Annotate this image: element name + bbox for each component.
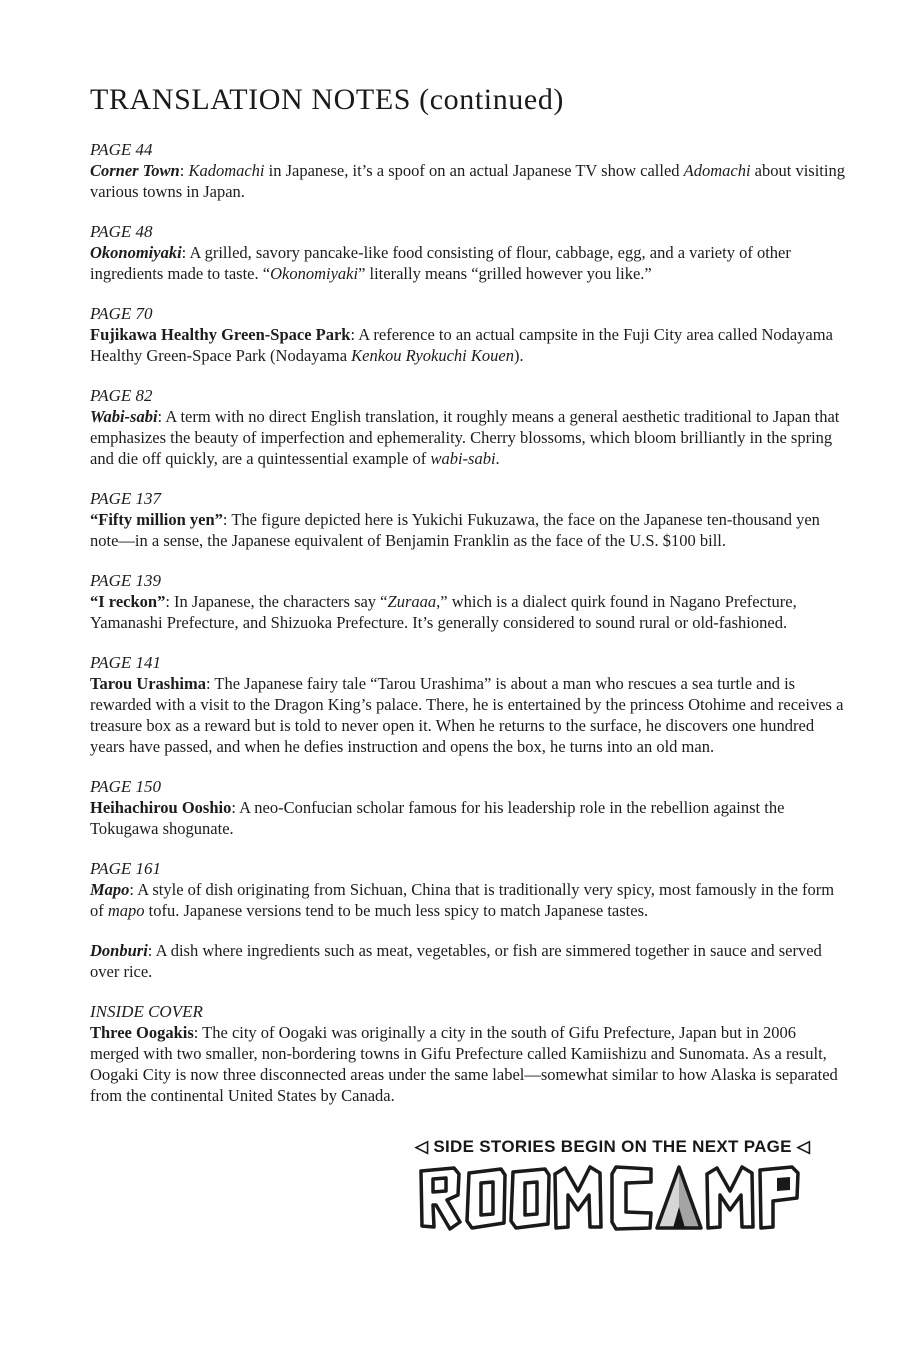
page-title: TRANSLATION NOTES (continued) — [90, 83, 565, 116]
note-body — [90, 940, 849, 982]
logo-letter-m1 — [555, 1167, 601, 1228]
note-body — [90, 509, 849, 551]
note-text-segment: Tarou Urashima — [90, 673, 206, 693]
note-body — [90, 160, 849, 202]
logo-letter-c — [612, 1167, 651, 1229]
note-text-segment: . — [495, 448, 500, 468]
note-text-segment: : In Japanese, the characters say “ — [165, 591, 388, 611]
note-body — [90, 673, 849, 757]
note-text-segment: about visiting various towns in Japan. — [90, 160, 845, 201]
translation-note — [90, 1001, 849, 1106]
translation-note — [90, 488, 849, 551]
note-text-segment: Kenkou Ryokuchi Kouen — [351, 345, 514, 365]
note-text-segment: ” literally means “grilled however you like.” — [358, 263, 652, 283]
translation-note — [90, 385, 849, 469]
note-page-heading: PAGE 139 — [90, 570, 161, 590]
translation-note — [90, 221, 849, 284]
note-body — [90, 242, 849, 284]
note-body — [90, 591, 849, 633]
note-text-segment: “I reckon” — [90, 591, 166, 611]
translation-note — [90, 776, 849, 839]
note-text-segment: : A dish where ingredients such as meat, vegetables, or fish are simmered together in sauce and served over rice. — [90, 940, 822, 981]
note-text-segment: wabi-sabi — [430, 448, 496, 468]
note-page-heading: PAGE 82 — [90, 385, 153, 405]
note-body — [90, 324, 849, 366]
note-page-heading: PAGE 150 — [90, 776, 161, 796]
note-page-heading: PAGE 44 — [90, 139, 153, 159]
note-body — [90, 1022, 849, 1106]
room-camp-logo — [415, 1164, 802, 1232]
translation-note — [90, 139, 849, 202]
note-text-segment: Adomachi — [683, 160, 751, 180]
note-text-segment: in Japanese, it’s a spoof on an actual Japanese TV show called — [264, 160, 684, 180]
note-text-segment: tofu. Japanese versions tend to be much less spicy to match Japanese tastes. — [144, 900, 649, 920]
logo-letter-o2 — [511, 1169, 549, 1228]
note-page-heading: PAGE 137 — [90, 488, 161, 508]
note-body — [90, 879, 849, 921]
note-text-segment: Corner Town — [90, 160, 180, 180]
translation-note — [90, 858, 849, 921]
note-text-segment: Okonomiyaki — [90, 242, 182, 262]
note-page-heading: PAGE 141 — [90, 652, 161, 672]
note-text-segment: Okonomiyaki — [270, 263, 359, 283]
note-body — [90, 406, 849, 469]
side-stories-tagline: ◁ SIDE STORIES BEGIN ON THE NEXT PAGE ◁ — [415, 1136, 811, 1156]
note-text-segment: : A neo-Confucian scholar famous for his leadership role in the rebellion against the Tokugawa shogunate. — [90, 797, 785, 838]
logo-letter-m2 — [707, 1167, 753, 1228]
logo-letter-p — [760, 1167, 798, 1228]
note-page-heading: PAGE 161 — [90, 858, 161, 878]
note-text-segment: ,” which is a dialect quirk found in Nagano Prefecture, Yamanashi Prefecture, and Shizuoka Prefecture. It’s generally considered to sound rural or old-fashioned. — [90, 591, 797, 632]
note-text-segment: : — [179, 160, 189, 180]
note-text-segment: Three Oogakis — [90, 1022, 194, 1042]
translation-note — [90, 652, 849, 757]
translation-note — [90, 940, 849, 982]
note-text-segment: mapo — [107, 900, 145, 920]
note-text-segment: Heihachirou Ooshio — [90, 797, 232, 817]
note-text-segment: : The figure depicted here is Yukichi Fukuzawa, the face on the Japanese ten-thousand yen note—in a sense, the Japanese equivalent of Benjamin Franklin as the face of the U.S. $100 bill. — [90, 509, 820, 550]
translation-note — [90, 570, 849, 633]
note-text-segment: Donburi — [90, 940, 148, 960]
notes-list — [90, 139, 849, 1106]
note-text-segment: : A style of dish originating from Sichuan, China that is traditionally very spicy, most famously in the form of — [90, 879, 835, 920]
note-text-segment: : The Japanese fairy tale “Tarou Urashima” is about a man who rescues a sea turtle and is rewarded with a visit to the Dragon King’s palace. There, he is entertained by the princess Otohime and receives a treasure box as a reward but is told to never open it. When he returns to the surface, he discovers one hundred years have passed, and when he defies instruction and opens the box, he turns into an old man. — [90, 673, 844, 756]
note-text-segment: : A term with no direct English translation, it roughly means a general aesthetic traditional to Japan that emphasizes the beauty of imperfection and ephemerality. Cherry blossoms, which bloom brilliantly in the spring and die off quickly, are a quintessential example of — [90, 406, 840, 468]
note-page-heading: PAGE 70 — [90, 303, 153, 323]
note-text-segment: : The city of Oogaki was originally a city in the south of Gifu Prefecture, Japan but in 2006 merged with two smaller, non-bordering towns in Gifu Prefecture called Kamiishizu and Sunomata. As a result, Oogaki City is now three disconnected areas under the same label—somewhat similar to how Alaska is separated from the continental United States by Canada. — [90, 1022, 838, 1105]
note-text-segment: “Fifty million yen” — [90, 509, 223, 529]
logo-letter-o1 — [467, 1169, 505, 1228]
note-text-segment: Kadomachi — [188, 160, 265, 180]
logo-letter-r — [421, 1168, 460, 1229]
note-page-heading: INSIDE COVER — [90, 1001, 203, 1021]
note-text-segment: Mapo — [90, 879, 130, 899]
note-text-segment: : A grilled, savory pancake-like food consisting of flour, cabbage, egg, and a variety of other ingredients made to taste. “ — [90, 242, 791, 283]
tent-icon — [657, 1167, 701, 1228]
footer — [415, 1136, 811, 1232]
note-page-heading: PAGE 48 — [90, 221, 153, 241]
translation-note — [90, 303, 849, 366]
note-text-segment: Zuraaa — [387, 591, 437, 611]
note-text-segment: Fujikawa Healthy Green-Space Park — [90, 324, 351, 344]
note-text-segment: ). — [513, 345, 524, 365]
note-text-segment: Wabi-sabi — [90, 406, 158, 426]
note-text-segment: : A reference to an actual campsite in the Fuji City area called Nodayama Healthy Green-Space Park (Nodayama — [90, 324, 833, 365]
logo-letter-p-counter — [777, 1177, 790, 1191]
note-body — [90, 797, 849, 839]
